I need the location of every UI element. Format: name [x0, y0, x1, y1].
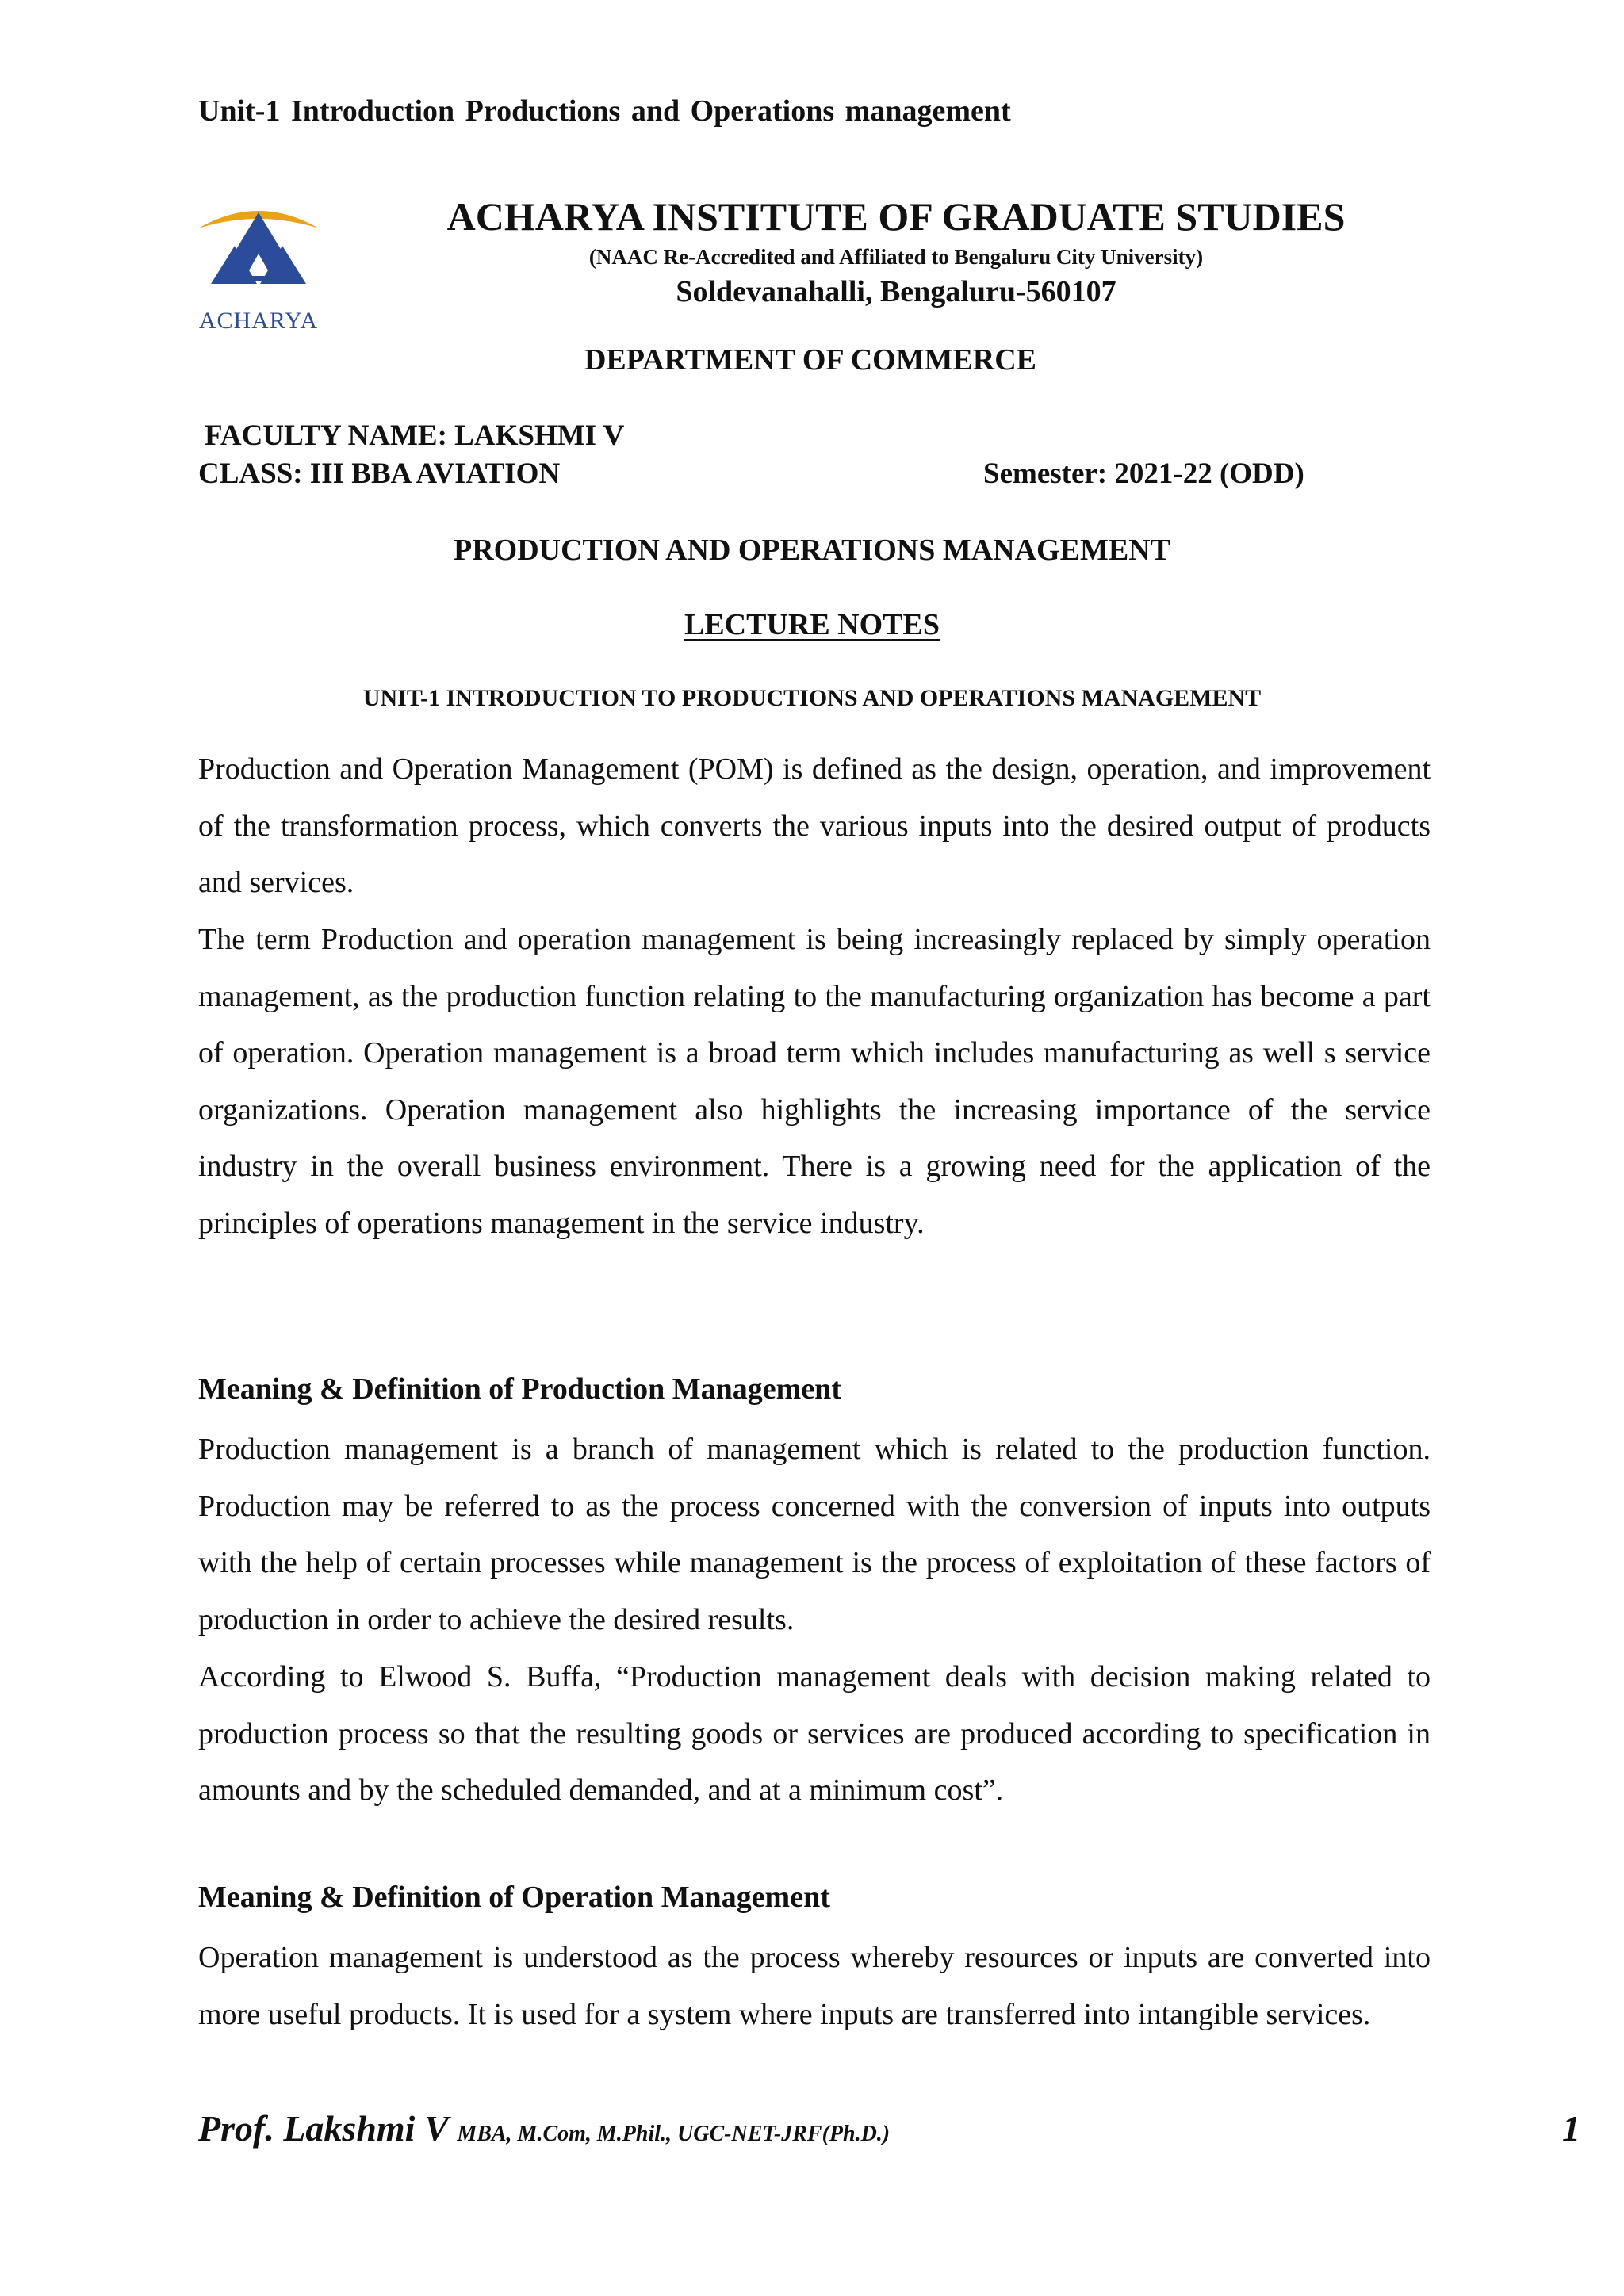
footer-qualifications: MBA, M.Com, M.Phil., UGC-NET-JRF(Ph.D.)	[457, 2122, 891, 2146]
institute-address: Soldevanahalli, Bengaluru-560107	[676, 275, 1116, 308]
paragraph-intro: Production and Operation Management (POM) is defined as the design, operation, and improvement of the transformation process, which converts the various inputs into the desired output of products and services.	[198, 752, 1431, 899]
institute-header	[333, 190, 1459, 312]
subject-title: PRODUCTION AND OPERATIONS MANAGEMENT	[454, 534, 1170, 567]
faculty-name: FACULTY NAME: LAKSHMI V	[205, 419, 625, 452]
heading-operation-management: Meaning & Definition of Operation Management	[198, 1881, 830, 1914]
department-text: DEPARTMENT OF COMMERCE	[584, 343, 1037, 377]
paragraph-term: The term Production and operation management is being increasingly replaced by simply operation management, as the production function relating to the manufacturing organization has become a part of operation. Operation management is a broad term which includes manufacturing as well s service organizations. Operation management also highlights the increasing importance of the service industry in the overall business environment. There is a growing need for the application of the principles of operations management in the service industry.	[198, 923, 1431, 1240]
institute-logo	[187, 198, 330, 337]
heading-production-management: Meaning & Definition of Production Management	[198, 1372, 841, 1406]
lecture-notes-title	[0, 607, 1624, 642]
paragraph-buffa-definition: According to Elwood S. Buffa, “Production management deals with decision making related to production process so that the resulting goods or services are produced according to specification in amounts and by the scheduled demanded, and at a minimum cost”.	[198, 1660, 1431, 1807]
semester-label: Semester: 2021-22 (ODD)	[983, 457, 1304, 490]
institute-name: ACHARYA INSTITUTE OF GRADUATE STUDIES	[446, 194, 1346, 239]
running-header: Unit-1 Introduction Productions and Operations management	[198, 94, 1011, 128]
logo-text: ACHARYA	[198, 308, 319, 334]
department-title	[0, 342, 1624, 377]
class-name: CLASS: III BBA AVIATION	[198, 457, 561, 490]
lecture-notes-text: LECTURE NOTES	[684, 608, 940, 641]
acharya-triangle-logo-icon	[187, 198, 330, 309]
footer-name: Prof. Lakshmi V	[198, 2108, 448, 2149]
footer-author	[198, 2107, 890, 2149]
page-number: 1	[1562, 2108, 1580, 2149]
unit-heading: UNIT-1 INTRODUCTION TO PRODUCTIONS AND OPERATIONS MANAGEMENT	[362, 685, 1262, 711]
paragraph-operation-meaning: Operation management is understood as the process whereby resources or inputs are converted into more useful products. It is used for a system where inputs are transferred into intangible services.	[198, 1941, 1431, 2031]
institute-accreditation: (NAAC Re-Accredited and Affiliated to Bengaluru City University)	[588, 245, 1204, 269]
paragraph-production-meaning: Production management is a branch of management which is related to the production function. Production may be referred to as the process concerned with the conversion of inputs into outputs with the help of certain processes while management is the process of exploitation of these factors of production in order to achieve the desired results.	[198, 1433, 1431, 1636]
